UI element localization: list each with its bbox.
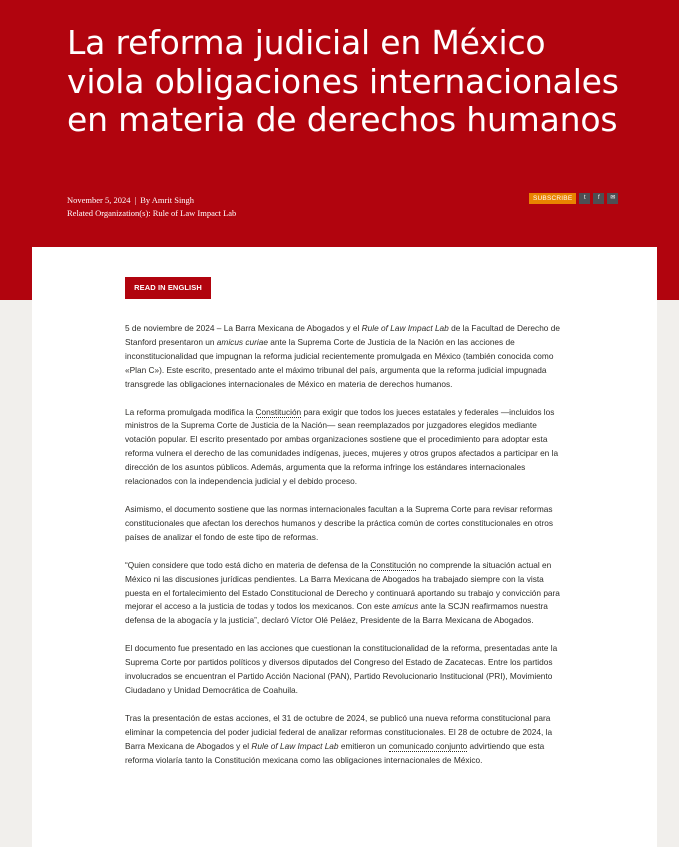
emphasis: Rule of Law Impact Lab: [361, 323, 449, 333]
subscribe-button[interactable]: SUBSCRIBE: [529, 193, 576, 204]
constitution-link[interactable]: Constitución: [255, 406, 302, 417]
emphasis: Rule of Law Impact Lab: [251, 740, 339, 751]
facebook-icon[interactable]: f: [593, 193, 604, 204]
emphasis: amicus curiae: [216, 336, 268, 347]
article-card: [32, 247, 657, 847]
article-meta: [67, 194, 236, 220]
paragraph-1: [125, 322, 563, 392]
publish-date: November 5, 2024: [67, 195, 131, 205]
text: “Quien considere que todo está dicho en materia de defensa de la: [125, 559, 371, 570]
social-bar: [529, 193, 618, 204]
text: La reforma promulgada modifica la: [125, 406, 256, 417]
read-in-english-button[interactable]: READ IN ENGLISH: [125, 277, 211, 299]
text: Tras la presentación de estas acciones, el 31 de octubre de 2024, se publicó una nueva reforma constitucional para eliminar la competencia del poder judicial federal de analizar reformas constitucionales. El 28 de octubre de 2024, la Barra Mexicana de Abogados y el: [125, 712, 553, 751]
constitution-link[interactable]: Constitución: [370, 559, 417, 570]
paragraph-5: El documento fue presentado en las acciones que cuestionan la constitucionalidad de la reforma, presentadas ante la Suprema Corte por partidos políticos y diversos diputados del Congreso del Estado de Zacatecas. Entre los partidos involucrados se encuentran el Partido Acción Nacional (PAN), Partido Revolucionario Institucional (PRI), Movimiento Ciudadano y Unidad Democrática de Coahuila.: [125, 643, 558, 695]
article-body: [125, 322, 563, 781]
byline: [67, 194, 236, 207]
joint-statement-link[interactable]: comunicado conjunto: [388, 740, 468, 751]
text: advirtiendo que esta reforma violaría tanto la Constitución mexicana como las obligaciones internacionales de México.: [125, 740, 545, 765]
text: para exigir que todos los jueces estatales y federales —incluidos los ministros de la Suprema Corte de Justicia de la Nación— sean reemplazados por juzgadores elegidos mediante votación popular. El escrito presentado por ambas organizaciones sostiene que el procedimiento para adoptar esta reforma vulnera el derecho de las comunidades indígenas, jueces, mujeres y otros grupos afectados a participar en la dirección de los asuntos públicos. Además, argumenta que la reforma infringe los estándares internacionales relacionados con la independencia judicial y el debido proceso.: [125, 406, 559, 487]
paragraph-3: Asimismo, el documento sostiene que las normas internacionales facultan a la Suprema Corte para revisar reformas constitucionales que afectan los derechos humanos y describe la práctica común de cortes constitucionales en otros países de analizar el fondo de este tipo de reformas.: [125, 503, 553, 542]
paragraph-4: [125, 559, 563, 629]
byline-separator: |: [134, 195, 137, 205]
email-icon[interactable]: ✉: [607, 193, 618, 204]
text: no comprende la situación actual en México ni las discusiones jurídicas pendientes. La Barra Mexicana de Abogados ha trabajado siempre con la vista puesta en el fortalecimiento del Estado Constitucional de Derecho y continuará aportando su trabajo y convicción para mejorar el acceso a la justicia de todas y todos los mexicanos. Con este: [125, 559, 560, 612]
page-title: La reforma judicial en México viola obligaciones internacionales en materia de derechos humanos: [67, 23, 619, 139]
text: ante la Suprema Corte de Justicia de la Nación en las acciones de inconstitucionalidad que impugnan la reforma judicial recientemente promulgada en México (también conocida como «Plan C»). Este escrito, presentado ante el máximo tribunal del país, argumenta que la reforma judicial impugnada transgrede las obligaciones internacionales de México en materia de derechos humanos.: [125, 336, 554, 389]
text: 5 de noviembre de 2024 – La Barra Mexicana de Abogados y el: [125, 323, 362, 333]
twitter-icon[interactable]: t: [579, 193, 590, 204]
author[interactable]: By Amrit Singh: [140, 195, 195, 205]
related-organizations[interactable]: Related Organization(s): Rule of Law Impact Lab: [67, 208, 237, 218]
text: ante la SCJN reafirmamos nuestra defensa de la abogacía y la justicia”, declaró Víctor Olé Peláez, Presidente de la Barra Mexicana de Abogados.: [125, 601, 548, 626]
paragraph-6: [125, 712, 563, 768]
emphasis: amicus: [392, 601, 419, 612]
text: de la Facultad de Derecho de Stanford presentaron un: [125, 323, 560, 347]
text: emitieron un: [338, 740, 389, 751]
paragraph-2: [125, 406, 563, 489]
